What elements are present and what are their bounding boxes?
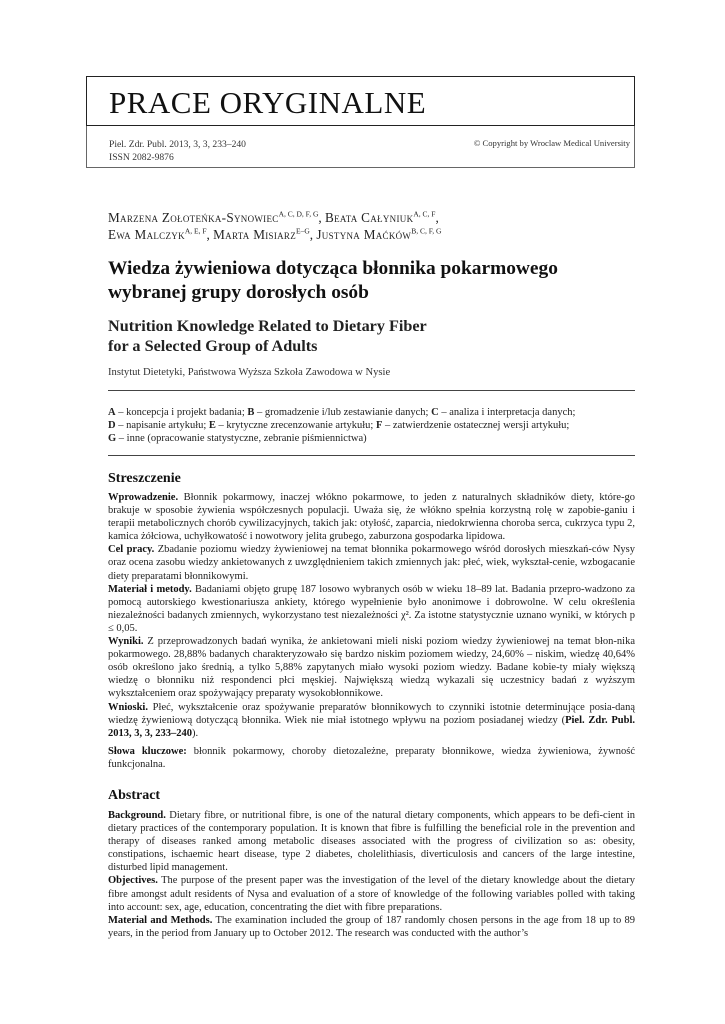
abstract-paragraph (108, 583, 635, 635)
article-title-english (108, 316, 628, 356)
paragraph-text: Zbadanie poziomu wiedzy żywieniowej na temat błonnika pokarmowego wśród dorosłych mieszkań-ców Nysy oraz ocena zasobu wiedzy ankietowanych z uwzględnieniem takich zmiennych jak: płeć, wiek, wykształ-cenie, wzbogacanie diety preparatami błonnikowymi. (108, 544, 635, 582)
author-name: Ewa Malczyk (108, 227, 185, 242)
contrib-key: C (431, 407, 439, 418)
copyright-notice: © Copyright by Wroclaw Medical University (473, 138, 630, 148)
author-name: Marta Misiarz (213, 227, 297, 242)
paragraph-label: Materiał i metody. (108, 583, 192, 595)
author-name: Beata Całyniuk (325, 210, 414, 225)
paragraph-label: Background. (108, 810, 166, 821)
abstract-paragraph (108, 701, 635, 740)
paragraph-label: Wyniki. (108, 636, 144, 648)
contrib-key: F (375, 420, 383, 431)
author-contribution-codes: B, C, F, G (411, 226, 442, 236)
author-contribution-codes: A, C, D, F, G (278, 209, 319, 219)
divider (108, 390, 635, 391)
citation: Piel. Zdr. Publ. 2013, 3, 3, 233–240 (108, 714, 635, 739)
paragraph-label: Material and Methods. (108, 914, 213, 926)
contribution-legend (108, 406, 635, 445)
abstract-paragraph (108, 635, 635, 700)
section-heading-abstract: Abstract (108, 788, 161, 803)
contrib-key: A (108, 407, 116, 418)
paragraph-text: ). (192, 727, 199, 739)
title-line: for a Selected Group of Adults (108, 337, 318, 355)
paragraph-text: Błonnik pokarmowy, inaczej włókno pokarmowe, to jeden z naturalnych składników diety, które-go brakuje w sposobie żywienia współczesnych populacji. Uważa się, że włókno spełnia korzystną rolę w zapobie-ganiu i terapii metabolicznych chorób cywilizacyjnych, takich jak: otyłość, zaparcia, niedokrwienna choroba serca, cukrzyca typu 2, kamica żółciowa, uchyłkowatość i nowotwory jelita grubego, zaburzona gospodarka lipidowa. (108, 492, 635, 543)
paragraph-label: Cel pracy. (108, 544, 155, 556)
paragraph-text: The purpose of the present paper was the investigation of the level of the dietary knowledge about the dietary fibre amongst adult residents of Nysa and evaluation of a store of knowledge of the following variables polled with taking into account: sex, age, education, concentrating the diet with fibre preparations. (108, 875, 635, 913)
author-contribution-codes: A, E, F (184, 226, 207, 236)
article-title-polish (108, 257, 628, 305)
paragraph-label: Wprowadzenie. (108, 492, 179, 503)
paragraph-text: Płeć, wykształcenie oraz spożywanie preparatów błonnikowych to czynniki istotnie determinujące posia-daną wiedzę żywieniową dotyczącą błonnika. Wiek nie miał istotnego wpływu na poziom posiadanej wiedzy ( (108, 701, 635, 726)
contrib-key: B (247, 407, 255, 418)
paragraph-label: Słowa kluczowe: (108, 745, 187, 757)
paragraph-text: błonnik pokarmowy, choroby dietozależne, preparaty błonnikowe, wiedza żywieniowa, żywność funkcjonalna. (108, 745, 636, 770)
title-line: Wiedza żywieniowa dotycząca błonnika pokarmowego (108, 258, 558, 279)
abstract-paragraph (108, 543, 635, 582)
title-line: wybranej grupy dorosłych osób (108, 282, 369, 303)
paragraph-text: The examination included the group of 187 randomly chosen persons in the age from 18 up to 89 years, in the period from January up to October 2012. The research was conducted with the author’s (108, 914, 636, 939)
journal-issn: ISSN 2082-9876 (109, 152, 174, 163)
abstract-paragraph (108, 809, 635, 874)
contrib-key: E (208, 420, 216, 431)
english-abstract-body (108, 809, 635, 940)
contrib-text: – zatwierdzenie ostatecznej wersji artykułu; (382, 420, 570, 431)
journal-meta-box (86, 126, 635, 168)
section-banner (86, 76, 635, 126)
contrib-text: – analiza i interpretacja danych; (438, 407, 576, 418)
abstract-paragraph (108, 874, 635, 913)
contrib-key: D (108, 420, 116, 431)
contrib-text: – gromadzenie i/lub zestawianie danych; (254, 407, 432, 418)
paragraph-label: Wnioski. (108, 701, 148, 713)
abstract-paragraph (108, 914, 635, 940)
keywords-paragraph (108, 745, 635, 771)
contrib-text: – koncepcja i projekt badania; (118, 407, 248, 418)
author-name: Marzena Zołoteńka-Synowiec (108, 210, 279, 225)
author-name: Justyna Maćków (316, 227, 412, 242)
paragraph-text: Z przeprowadzonych badań wynika, że ankietowani mieli niski poziom wiedzy żywieniowej na temat błon-nika pokarmowego. 28,88% badanych charakteryzowało się bardzo niskim poziomem wiedzy, 24,60% – niskim, wiedzę 40,64% osób określono jako średnią, a tylko 5,88% zapytanych miało wysoki poziom wiedzy. Badane kobie-ty miały większą wiedzę o błonniku niż respondenci płci męskiej. Największą wiedzą wykazali się uczestnicy badań z wyższym wykształceniem oraz spożywający preparaty wysokobłonnikowe. (108, 636, 635, 700)
contrib-text: – krytyczne zrecenzowanie artykułu; (215, 420, 376, 431)
polish-abstract-body (108, 491, 635, 771)
paragraph-text: Dietary fibre, or nutritional fibre, is one of the natural dietary components, which appears to be defi-cient in dietary practices of the contemporary population. It is known that fibre is fulfilling the beneficial role in the prevention and therapy of diseases ranked among metabolic diseases associated with the progress of civilization so as: obesity, constipations, ischaemic heart disease, type 2 diabetes, cholelithiasis, diverticulosis and cancers of the large intestine, disturbed lipid management. (108, 810, 635, 874)
banner-title: PRACE ORYGINALNE (109, 85, 427, 120)
author-contribution-codes: E–G (296, 226, 310, 236)
author-contribution-codes: A, C, F (413, 209, 436, 219)
paragraph-label: Objectives. (108, 875, 158, 887)
journal-reference: Piel. Zdr. Publ. 2013, 3, 3, 233–240 (109, 139, 246, 150)
contrib-key: G (108, 433, 117, 444)
author-list: Marzena Zołoteńka-Synowiec$^{A, C, D, F, G}$, Beata Całyniuk$^{A, C, F}$, Ewa Malczyk$^{A, E, F}$, Marta Misiarz$^{E-G}$, Justyna Maćków$^{B, C, F, G}$ (108, 209, 442, 242)
divider (108, 455, 635, 456)
section-heading-streszczenie: Streszczenie (108, 471, 181, 486)
contrib-text: – napisanie artykułu; (115, 420, 209, 431)
abstract-paragraph (108, 491, 635, 543)
author-affiliation: Instytut Dietetyki, Państwowa Wyższa Szkoła Zawodowa w Nysie (108, 367, 391, 378)
paragraph-text: Badaniami objęto grupę 187 losowo wybranych osób w wieku 18–89 lat. Badania przepro-wadzono za pomocą autorskiego kwestionariusza ankiety, którego wypełnienie było anonimowe i dobrowolne. W celu określenia niezależności badanych zmiennych, wykorzystano test niezależności χ². Za istotne statystycznie uznano wyniki, w których p ≤ 0,05. (108, 583, 635, 634)
title-line: Nutrition Knowledge Related to Dietary Fiber (108, 317, 427, 335)
contrib-text: – inne (opracowanie statystyczne, zebranie piśmiennictwa) (116, 433, 367, 444)
